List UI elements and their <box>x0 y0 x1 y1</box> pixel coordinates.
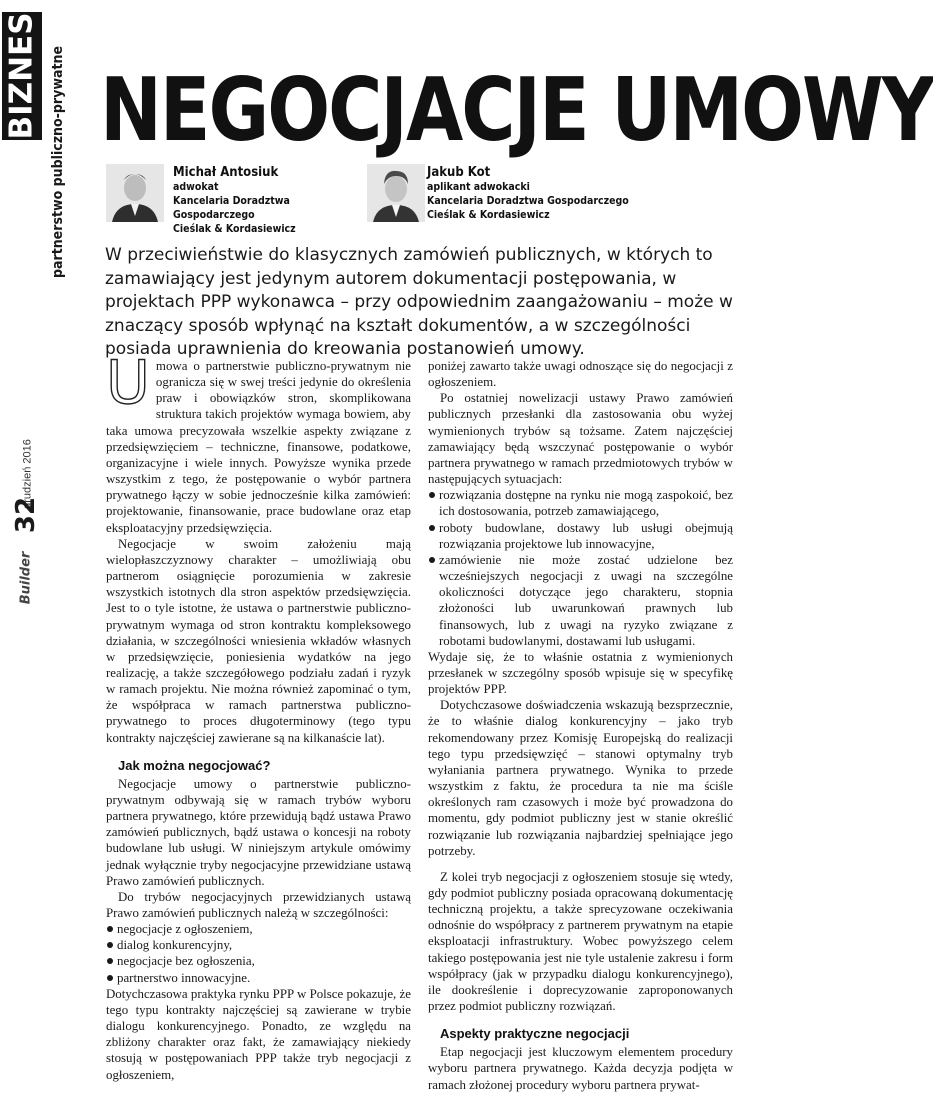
list-item: zamówienie nie może zostać udzielone bez wcześniejszych negocjacji z uwagi na szczególne okoliczności dotyczące jego charakteru, stopnia złożoności lub uwarunkowań prawnych lub finansowych, lub z uwagi na ryzyko związane z robotami budowlanymi, dostawami lub usługami. <box>428 552 733 649</box>
paragraph: Negocjacje w swoim założeniu mają wielopłaszczyznowy charakter – umożliwiają obu partnerom osiągnięcie porozumienia w zakresie wszystkich istotnych dla stron aspektów przedsięwzięcia. Jest to o tyle istotne, że ustawa o partnerstwie publiczno-prywatnym wymaga od stron kontraktu kompleksowego działania, w szczególności wniesienia wkładów własnych w przedsięwzięcie, poniesienia wydatków na jego realizację, a także szczegółowego podziału zadań i ryzyk w ramach projektu. Nie można również zapominać o tym, że współpraca w ramach partnerstwa publiczno-prywatnego to proces długoterminowy (tego typu kontrakty najczęściej zawierane są na kilkanaście lat). <box>106 536 411 745</box>
section-heading: Jak można negocjować? <box>118 757 271 773</box>
paragraph: Do trybów negocjacyjnych przewidzianych ustawą Prawo zamówień publicznych należą w szczególności: <box>106 889 411 920</box>
author-role: adwokat <box>173 181 219 193</box>
author-info <box>427 165 637 222</box>
list-item: negocjacje bez ogłoszenia, <box>106 953 411 969</box>
magazine-name: Builder <box>18 551 34 605</box>
author-photo <box>367 164 425 222</box>
article-column-right <box>428 358 733 1093</box>
paragraph: poniżej zawarto także uwagi odnoszące się do negocjacji z ogłoszeniem. <box>428 359 733 390</box>
portrait-icon <box>367 164 425 222</box>
paragraph: Z kolei tryb negocjacji z ogłoszeniem stosuje się wtedy, gdy podmiot publiczny posiada opracowaną dokumentację techniczną projektu, a także sprecyzowane oczekiwania odnośnie do współpracy z partnerem prywatnym na etapie eksploatacji infrastruktury. Wobec powyższego celem takiego postępowania jest nie tyle ustalenie zakresu i form współpracy (jak w przypadku dialogu konkurencyjnego), ile dookreślenie i doprecyzowanie zaproponowanych przez podmiot publiczny rozwiązań. <box>428 869 733 1014</box>
article-title: NEGOCJACJE UMOWY <box>100 59 933 162</box>
author-firm: Kancelaria Doradztwa Gospodarczego <box>173 195 290 221</box>
list-item: negocjacje z ogłoszeniem, <box>106 921 411 937</box>
portrait-icon <box>106 164 164 222</box>
list-item: dialog konkurencyjny, <box>106 937 411 953</box>
list-item: rozwiązania dostępne na rynku nie mogą zaspokoić, bez ich dostosowania, potrzeb zamawiającego, <box>428 487 733 519</box>
bullet-list <box>106 921 411 986</box>
bullet-list <box>428 487 733 649</box>
issue-date: grudzień 2016 <box>21 439 34 509</box>
page-number: 32 <box>11 496 41 534</box>
author-info <box>173 165 363 236</box>
author-role: aplikant adwokacki <box>427 181 530 193</box>
paragraph: Etap negocjacji jest kluczowym elementem procedury wyboru partnera prywatnego. Każda decyzja podjęta w ramach złożonej procedury wyboru partnera prywat- <box>428 1045 733 1092</box>
drop-cap: U <box>106 348 150 418</box>
section-heading: Aspekty praktyczne negocjacji <box>440 1026 630 1042</box>
list-item: roboty budowlane, dostawy lub usługi obejmują rozwiązania projektowe lub innowacyjne, <box>428 520 733 552</box>
paragraph: Wydaje się, że to właśnie ostatnia z wymienionych przesłanek w szczególny sposób wpisuje się w specyfikę projektów PPP. <box>428 649 733 697</box>
section-label: BIZNES <box>3 12 40 140</box>
paragraph: Dotychczasowa praktyka rynku PPP w Polsce pokazuje, że tego typu kontrakty najczęściej są zawierane w trybie dialogu konkurencyjnego. Ponadto, ze względu na zbliżony charakter oraz fakt, że zamawiający niekiedy stosują w postępowaniach PPP także tryb negocjacji z ogłoszeniem, <box>106 986 411 1082</box>
paragraph: Umowa o partnerstwie publiczno-prywatnym nie ogranicza się w swej treści jedynie do określenia praw i obowiązków stron, skomplikowana struktura takich projektów wymaga bowiem, aby taka umowa precyzowała wszelkie aspekty związane z przedsięwzięciem – techniczne, finansowe, podatkowe, organizacyjne i wiele innych. Powyższe wynika przede wszystkim z tego, że postępowanie o wybór partnera prywatnego łączy w sobie jednocześnie kilka zamówień: projektowanie, finansowanie, prace budowlane oraz etap eksploatacyjny przedsięwzięcia. <box>106 348 411 535</box>
author-name: Michał Antosiuk <box>173 165 279 180</box>
paragraph: Negocjacje umowy o partnerstwie publiczno-prywatnym odbywają się w ramach trybów wyboru partnera prywatnego, które przewidują bądź ustawa Prawo zamówień publicznych, bądź ustawa o koncesji na roboty budowlane lub usługi. W niniejszym artykule omówimy jednak wyłącznie tryby negocjacyjne przewidziane ustawą Prawo zamówień publicznych. <box>106 776 411 888</box>
author-firm: Kancelaria Doradztwa Gospodarczego <box>427 195 629 207</box>
author-firm: Cieślak & Kordasiewicz <box>173 223 296 235</box>
author-name: Jakub Kot <box>427 165 491 180</box>
list-item: partnerstwo innowacyjne. <box>106 970 411 986</box>
paragraph: Dotychczasowe doświadczenia wskazują bezsprzecznie, że to właśnie dialog konkurencyjny – jako tryb rekomendowany przez Komisję Europejską do realizacji tego typu przedsięwzięć – stanowi optymalny tryb wyłaniania partnera prywatnego. Wynika to przede wszystkim z faktu, że procedura ta nie ma ściśle określonych ram czasowych i może być prowadzona do momentu, gdy podmiot publiczny jest w stanie określić rozwiązanie lub rozwiązania najbardziej spełniające jego potrzeby. <box>428 698 733 858</box>
article-column-left <box>106 348 411 1083</box>
paragraph: Po ostatniej nowelizacji ustawy Prawo zamówień publicznych przesłanki dla zastosowania obu wyżej wymienionych trybów są tożsame. Zatem najczęściej zamawiający będą wszczynać postępowanie o wybór partnera prywatnego w ramach przedmiotowych trybów w następujących sytuacjach: <box>428 391 733 487</box>
author-photo <box>106 164 164 222</box>
subsection-label: partnerstwo publiczno-prywatne <box>50 45 66 279</box>
author-firm: Cieślak & Kordasiewicz <box>427 209 550 221</box>
article-lead: W przeciwieństwie do klasycznych zamówień publicznych, w których to zamawiający jest jedynym autorem dokumentacji postępowania, w projektach PPP wykonawca – przy odpowiednim zaangażowaniu – może w znaczący sposób wpłynąć na kształt dokumentów, a w szczególności posiada uprawnienia do kreowania postanowień umowy. <box>105 245 733 359</box>
